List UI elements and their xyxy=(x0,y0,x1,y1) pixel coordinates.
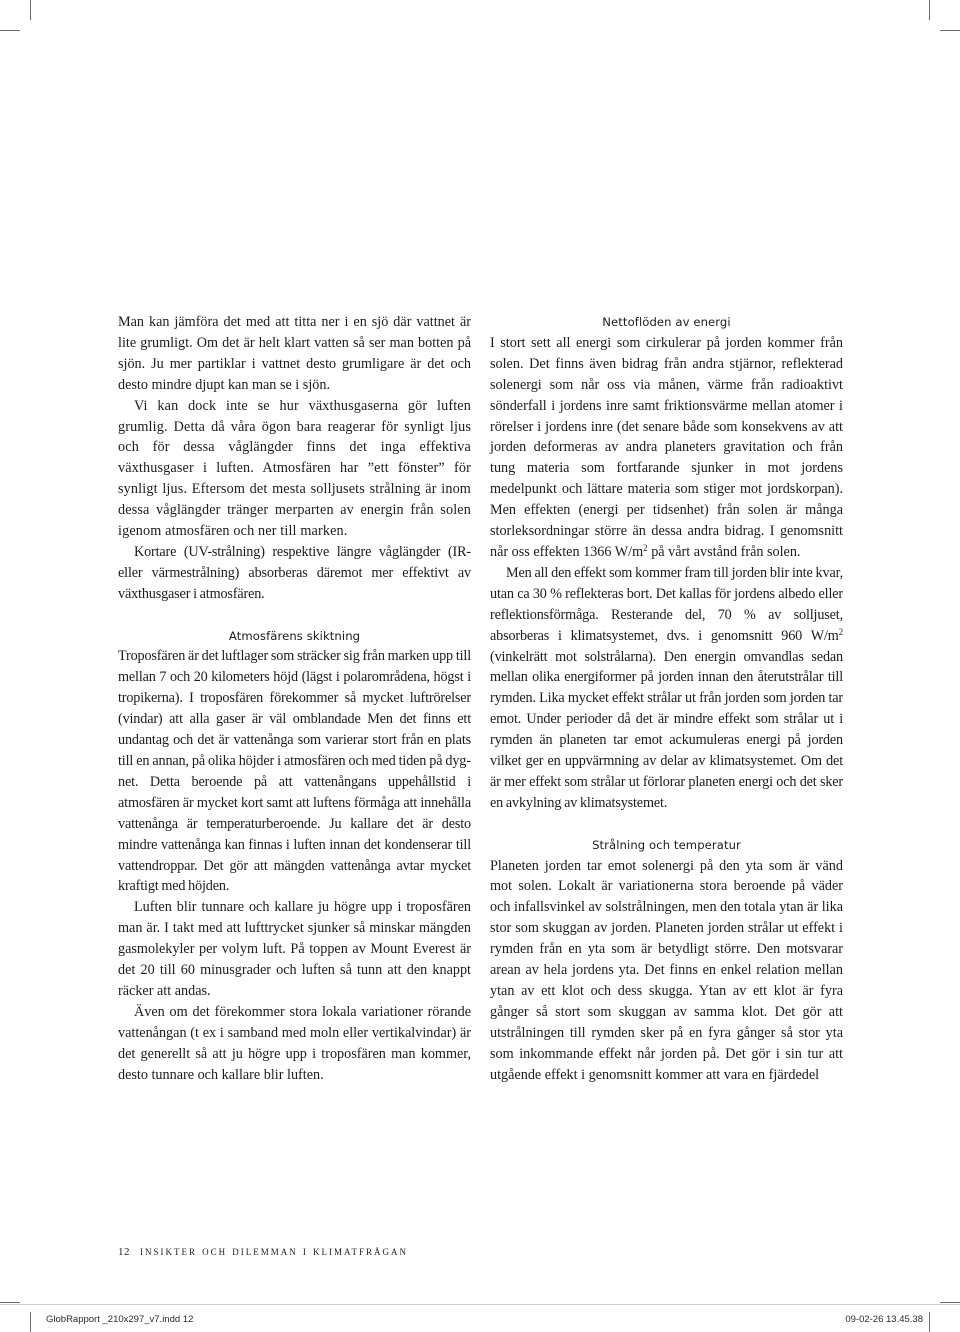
slug-filename: GlobRapport _210x297_v7.indd 12 xyxy=(46,1314,194,1325)
crop-mark-top-left xyxy=(0,30,20,31)
page-footer xyxy=(118,1244,408,1259)
crop-mark-bottom-left-vertical xyxy=(30,1312,31,1332)
section-heading: Nettoflöden av energi xyxy=(602,315,731,329)
paragraph: Troposfären är det luftlager som sträcker sig från marken upp till mellan 7 och 20 kilometers höjd (lägst i polarområdena, högst i tropikerna). I troposfären förekommer så mycket luftrörelser (vindar) att alla gaser är väl omblandade Men det finns ett undantag och det är vattenånga som varierar stort från en plats till en annan, på olika höjder i atmosfären och med tiden på dygnet. Detta beroende på att vattenångans uppehållstid i atmosfären är mycket kort samt att luftens förmåga att innehålla vattenånga är temperaturberoende. Ju kallare det är desto mindre vattenånga kan finnas i luften innan det kondenserar till vattendroppar. Det gör att mängden vattenånga avtar mycket kraftigt med höjden. xyxy=(118,648,471,895)
paragraph: I stort sett all energi som cirkulerar på jorden kommer från solen. Det finns även bidrag från andra stjärnor, reflekterad solenergi som når oss via månen, värme från radioaktivt sönderfall i jordens inre samt friktionsvärme mellan atomer i rörelser i jordens inre (det senare både som konsekvens av att jorden deformeras av andra planeters gravitation och från tung materia som fortfarande sjunker in mot jordens medelpunkt och lättare materia som stiger mot jordskorpan). Men effekten (energi per tidsenhet) från solen är många storleksordningar större än dessa andra bidrag. I genomsnitt når oss effekten 1366 $W/m^2$ på vårt avstånd från solen. xyxy=(490,334,843,560)
crop-mark-bottom-right xyxy=(940,1302,960,1303)
paragraph: Vi kan dock inte se hur växthusgaserna gör luften grumlig. Detta då våra ögon bara reagerar för synligt ljus och för dessa våglängder finns det inga effektiva växthusgaser i luften. Atmosfären har ”ett fönster” för synligt ljus. Eftersom det mesta solljusets strålning är inom dessa våglängder tränger merparten av energin från solen igenom atmosfären och ner till marken. xyxy=(118,397,471,540)
paragraph: Kortare (UV-strålning) respektive längre våglängder (IR- eller värmestrålning) absorberas däremot mer effektivt av växthusgaser i atmosfären. xyxy=(118,543,471,602)
paragraph: Men all den effekt som kommer fram till jorden blir inte kvar, utan ca 30 % reflekteras bort. Det kallas för jordens albedo eller reflektionsförmåga. Resterande del, 70 % av solljuset, absorberas i klimatsystemet, dvs. i genomsnitt 960 $W/m^2$ (vinkelrätt mot solstrålarna). Den energin omvandlas sedan mellan olika energiformer på jorden innan den återutstrålar till rymden. Lika mycket effekt strålar ut från jorden som jorden tar emot. Under perioder då det är mindre effekt som strålar ut i rymden än planeten tar emot ackumuleras energi på jorden vilket ger en uppvärmning av delar av klimatsystemet. Om det är mer effekt som strålar ut förlorar planeten energi och det sker en avkylning av klimatsystemet. xyxy=(490,564,843,811)
crop-mark-top-right-vertical xyxy=(929,0,930,20)
paragraph: Planeten jorden tar emot solenergi på den yta som är vänd mot solen. Lokalt är variationerna stora beroende på väder och infallsvinkel av solstrålningen, men den totala ytan är lika stor som skuggan av jorden. Planeten jorden strålar ut effekt i rymden från en yta som är betydligt större. Den motsvarar arean av hela jordens yta. Det finns en enkel relation mellan ytan av ett klot och dess skugga. Ytan av ett klot är fyra gånger så stort som skuggan av samma klot. Det gör att utstrålningen till rymden sker på en fyra gånger så stor yta som inkommande effekt når jorden på. Det gör i sin tur att utgående effekt i genomsnitt kommer att vara en fjärdedel xyxy=(490,857,844,1083)
paragraph: Luften blir tunnare och kallare ju högre upp i troposfären man är. I takt med att lufttrycket sjunker så minskar mängden gasmolekyler per volym luft. På toppen av Mount Everest är det 20 till 60 minusgrader och luften så tunn att den knappt räcker att andas. xyxy=(118,899,471,999)
crop-mark-bottom-left xyxy=(0,1302,20,1303)
crop-mark-top-right xyxy=(940,30,960,31)
crop-mark-bottom-right-vertical xyxy=(929,1312,930,1332)
section-heading: Strålning och temperatur xyxy=(592,837,741,852)
slug-timestamp: 09-02-26 13.45.38 xyxy=(845,1314,923,1325)
page-number: 12 xyxy=(118,1246,130,1258)
paragraph: Även om det förekommer stora lokala variationer rörande vattenångan (t ex i samband med moln eller vertikalvindar) är det generellt så att ju högre upp i troposfären man kommer, desto tunnare och kallare blir luften. xyxy=(118,1003,471,1083)
section-heading: Atmosfärens skiktning xyxy=(228,628,361,643)
left-column xyxy=(118,312,471,1086)
paragraph: Man kan jämföra det med att titta ner i en sjö där vattnet är lite grumligt. Om det är helt klart vatten så ser man botten på sjön. Ju mer partiklar i vattnet desto grumligare är det och desto mindre djupt kan man se i sjön. xyxy=(118,314,471,393)
crop-mark-top-left-vertical xyxy=(30,0,31,20)
right-column xyxy=(490,312,843,1086)
running-title: insikter och dilemman i klimatfrågan xyxy=(140,1244,408,1258)
slug-divider xyxy=(0,1304,960,1305)
